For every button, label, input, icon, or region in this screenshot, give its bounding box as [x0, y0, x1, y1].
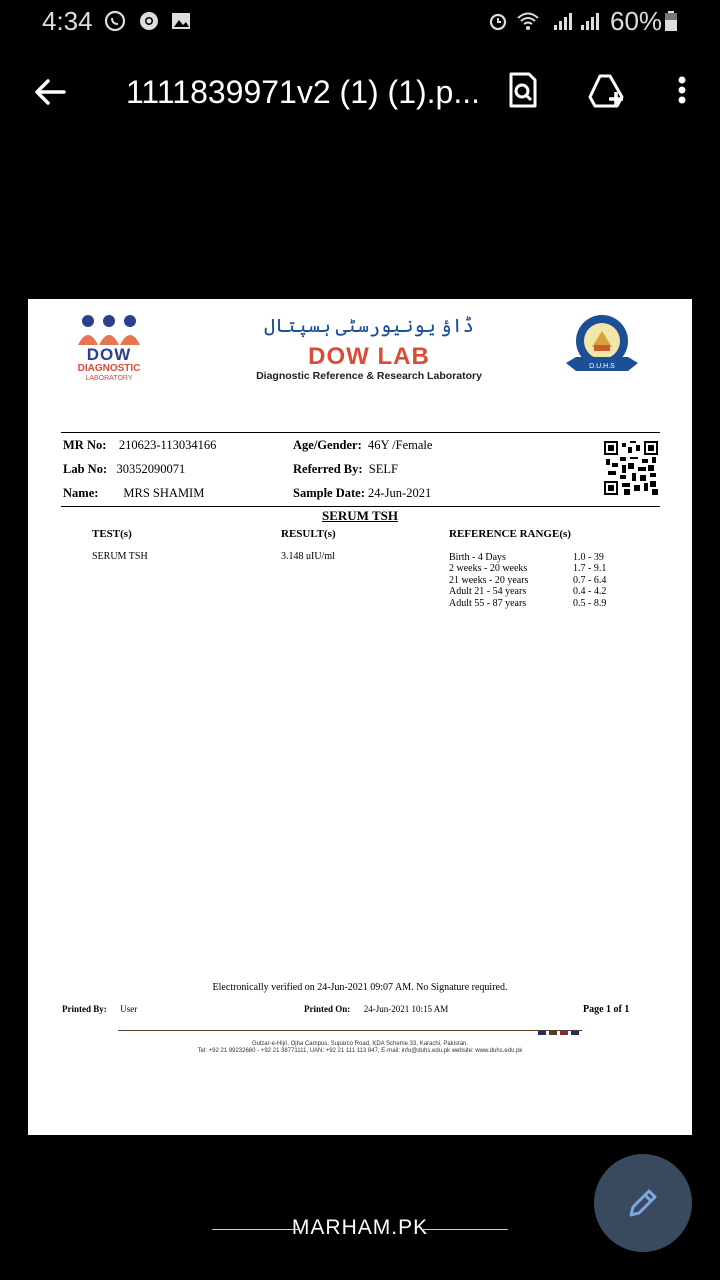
mr-label: MR No: [63, 438, 107, 452]
patient-name [63, 486, 204, 501]
mr-value: 210623-113034166 [118, 438, 217, 452]
app-bar [0, 52, 720, 132]
footer-divider [118, 1030, 582, 1031]
pencil-icon [625, 1185, 661, 1221]
wifi-icon [517, 10, 539, 32]
people-icon [74, 313, 144, 347]
chrome-icon [138, 10, 160, 32]
lab-no [63, 462, 185, 477]
more-vert-icon[interactable] [662, 70, 702, 110]
sample-date [293, 486, 431, 501]
range-label: Birth - 4 Days [449, 552, 506, 563]
range-label: Adult 21 - 54 years [449, 586, 527, 597]
battery-icon [662, 10, 680, 32]
range-value: 1.0 - 39 [573, 552, 604, 563]
search-document-icon[interactable] [503, 70, 543, 110]
battery-percent: 60% [610, 6, 663, 36]
duhs-text: D.U.H.S [589, 363, 615, 370]
gallery-icon [170, 10, 192, 32]
lab-label: Lab No: [63, 462, 108, 476]
urdu-hospital-name: ڈاؤ یونیورسٹی ہسپتال [264, 316, 474, 337]
name-label: Name: [63, 486, 99, 500]
mr-no [63, 438, 216, 453]
printed-by [62, 1004, 137, 1014]
ref-value: SELF [368, 462, 398, 476]
range-value: 1.7 - 9.1 [573, 563, 607, 574]
test-section-title: SERUM TSH [322, 508, 398, 523]
printed-by-label: Printed By: [62, 1004, 107, 1014]
col-header-range: REFERENCE RANGE(s) [449, 528, 571, 540]
printed-on-label: Printed On: [304, 1004, 351, 1014]
edit-button[interactable] [594, 1154, 692, 1252]
col-header-result: RESULT(s) [281, 528, 336, 540]
signal-icon-1 [551, 10, 573, 32]
add-to-drive-icon[interactable] [586, 70, 626, 110]
watermark-text: MARHAM.PK [291, 1216, 429, 1239]
range-label: Adult 55 - 87 years [449, 598, 527, 609]
address-line-1: Gulzar-e-Hijri, Ojha Campus, Suparco Road, KDA Scheme 33, Karachi, Pakistan. [251, 1041, 469, 1047]
file-title: 1111839971v2 (1) (1).p... [126, 74, 480, 110]
date-label: Sample Date: [293, 486, 365, 500]
name-value: MRS SHAMIM [123, 486, 205, 500]
logo-dow-text: DOW [86, 345, 132, 364]
signal-icon-2 [578, 10, 600, 32]
printed-on-value: 24-Jun-2021 10:15 AM [363, 1004, 449, 1014]
footer-color-squares [538, 1022, 582, 1040]
age-gender [293, 438, 432, 453]
alarm-icon [487, 10, 509, 32]
range-value: 0.7 - 6.4 [573, 575, 607, 586]
range-label: 2 weeks - 20 weeks [449, 563, 528, 574]
status-time: 4:34 [42, 6, 93, 36]
lab-subtitle: Diagnostic Reference & Research Laboratory [256, 370, 482, 382]
dow-diagnostic-logo [64, 313, 154, 382]
printed-on [304, 1004, 448, 1014]
range-value: 0.5 - 8.9 [573, 598, 607, 609]
age-value: 46Y /Female [367, 438, 433, 452]
arrow-back-icon[interactable] [30, 72, 70, 112]
test-name: SERUM TSH [92, 551, 148, 562]
referred-by [293, 462, 398, 477]
lab-header [238, 307, 500, 383]
duhs-seal-logo [562, 313, 642, 377]
logo-diagnostic-text: DIAGNOSTIC [77, 363, 141, 374]
whatsapp-icon [104, 10, 126, 32]
col-header-test: TEST(s) [92, 528, 132, 540]
lab-name: DOW LAB [308, 343, 430, 370]
test-result: 3.148 uIU/ml [281, 551, 335, 562]
logo-laboratory-text: LABORATORY [85, 375, 133, 382]
status-bar [0, 0, 720, 44]
date-value: 24-Jun-2021 [368, 486, 432, 500]
watermark-line-right [422, 1229, 508, 1230]
ref-label: Referred By: [293, 462, 363, 476]
lab-value: 30352090071 [116, 462, 186, 476]
pdf-page[interactable] [28, 299, 692, 1135]
page-number: Page 1 of 1 [583, 1004, 630, 1015]
divider-middle [61, 506, 660, 507]
qr-code-icon [604, 441, 658, 495]
range-value: 0.4 - 4.2 [573, 586, 607, 597]
divider-top [61, 432, 660, 433]
age-label: Age/Gender: [293, 438, 362, 452]
range-label: 21 weeks - 20 years [449, 575, 529, 586]
printed-by-value: User [120, 1004, 138, 1014]
verification-note: Electronically verified on 24-Jun-2021 09:07 AM. No Signature required. [212, 982, 508, 993]
address-line-2: Tel: +92 21 99232660 - +92 21 38771111, UAN: +92 21 111 113 847, E-mail: info@duhs.edu.pk website: www.duhs.edu.pk [197, 1048, 523, 1054]
